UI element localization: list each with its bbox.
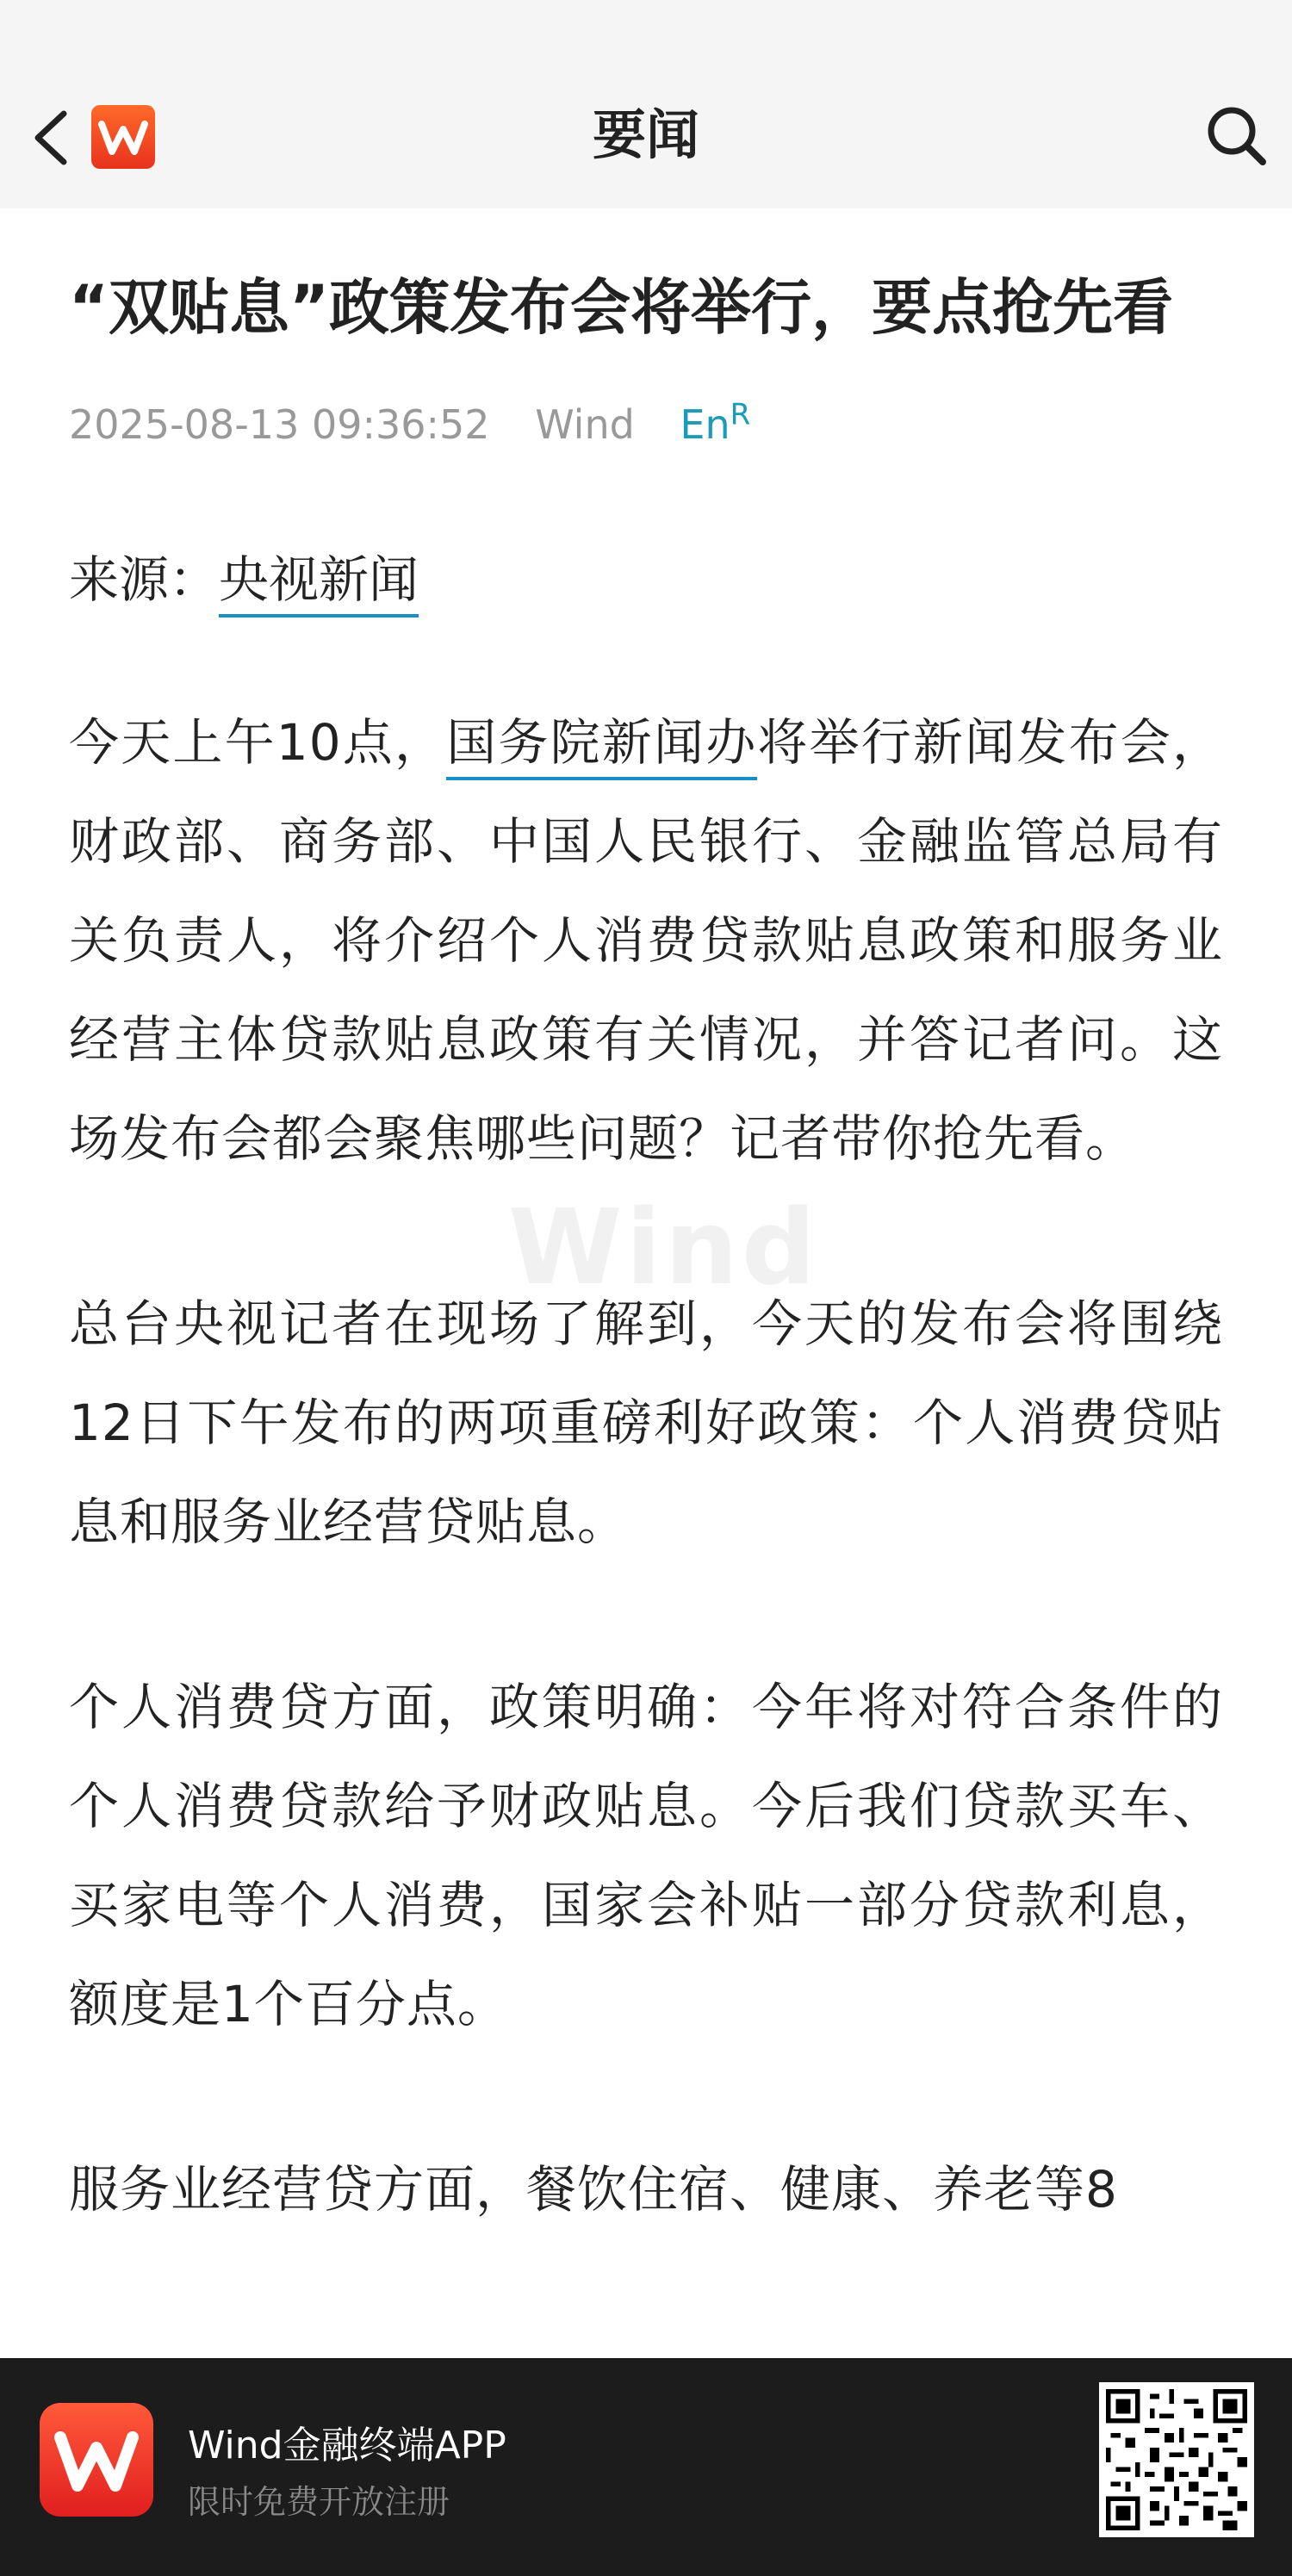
search-icon [1202, 102, 1271, 171]
paragraph-1 [69, 693, 1223, 1189]
qr-code [1099, 2382, 1254, 2537]
en-label: En [680, 401, 730, 449]
article-meta [69, 381, 1223, 459]
english-translate-button[interactable] [680, 398, 751, 449]
publish-date: 2025-08-13 09:36:52 [69, 401, 490, 449]
banner-subtitle: 限时免费开放注册 [188, 2483, 450, 2521]
top-nav-bar [0, 0, 1292, 208]
author-name: Wind [535, 401, 635, 449]
wind-logo-button[interactable] [91, 105, 155, 169]
back-button[interactable] [26, 103, 78, 172]
app-download-banner[interactable] [0, 2358, 1292, 2576]
banner-title: Wind金融终端APP [188, 2424, 506, 2467]
source-link[interactable]: 央视新闻 [219, 550, 419, 618]
paragraph-2: 总台央视记者在现场了解到，今天的发布会将围绕12日下午发布的两项重磅利好政策：个人消费贷贴息和服务业经营贷贴息。 [69, 1294, 1223, 1552]
chevron-left-icon [26, 103, 78, 172]
paragraph-3: 个人消费贷方面，政策明确：今年将对符合条件的个人消费贷款给予财政贴息。今后我们贷款买车、买家电等个人消费，国家会补贴一部分贷款利息，额度是1个百分点。 [69, 1678, 1223, 2034]
source-label: 来源： [69, 550, 220, 610]
en-superscript: R [730, 398, 751, 432]
page-title: 要闻 [592, 103, 699, 166]
wind-app-icon [40, 2403, 153, 2517]
article-content [69, 208, 1223, 2239]
paragraph-4-partial: 服务业经营贷方面，餐饮住宿、健康、养老等8 [69, 2160, 1118, 2219]
wind-watermark: Wind [508, 1189, 819, 1308]
search-button[interactable] [1202, 102, 1271, 171]
paragraph-1-pre: 今天上午10点， [69, 713, 447, 773]
paragraph-1-post: 将举行新闻发布会，财政部、商务部、中国人民银行、金融监管总局有关负责人，将介绍个人消费贷款贴息政策和服务业经营主体贷款贴息政策有关情况，并答记者问。这场发布会都会聚焦哪些问题？记者带你抢先看。 [69, 713, 1223, 1169]
qr-code-icon [1106, 2389, 1247, 2530]
state-council-info-office-link[interactable]: 国务院新闻办 [446, 713, 757, 780]
source-line [69, 545, 1223, 614]
wind-app-logo [40, 2403, 153, 2517]
wind-logo-icon [91, 105, 155, 169]
article-headline: “双贴息”政策发布会将举行，要点抢先看 [69, 272, 1174, 343]
